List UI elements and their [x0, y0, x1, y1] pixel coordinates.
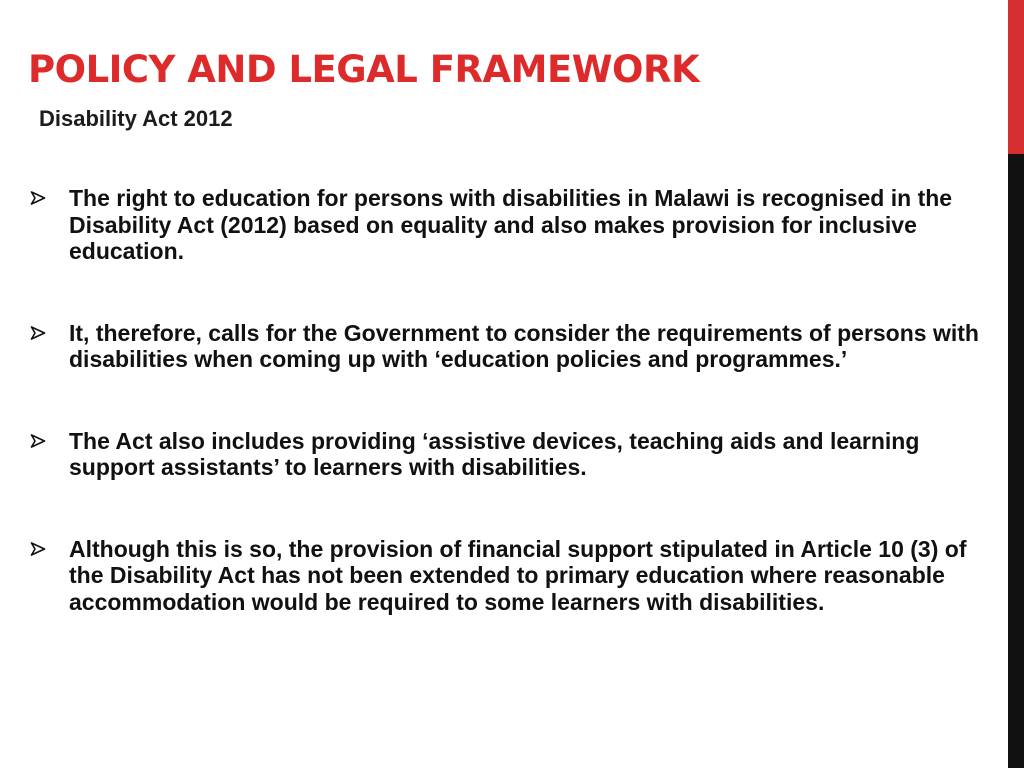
arrowhead-bullet-icon: [30, 434, 46, 448]
bullet-text: The right to education for persons with disabilities in Malawi is recognised in the Disability Act (2012) based on equality and also makes provision for inclusive education.: [69, 185, 953, 264]
slide-title: POLICY AND LEGAL FRAMEWORK: [28, 48, 700, 91]
accent-bar-red: [1008, 0, 1024, 154]
arrowhead-bullet-icon: [30, 191, 46, 205]
bullet-item: [30, 185, 990, 265]
bullet-text: It, therefore, calls for the Government to consider the requirements of persons with disabilities when coming up with ‘education policies and programmes.’: [69, 319, 979, 372]
bullet-text: The Act also includes providing ‘assistive devices, teaching aids and learning support assistants’ to learners with disabilities.: [69, 427, 920, 480]
arrowhead-bullet-icon: [30, 542, 46, 556]
bullet-item: [30, 536, 990, 616]
slide-subtitle: Disability Act 2012: [39, 106, 233, 131]
accent-bar-black: [1008, 154, 1024, 768]
bullet-text: Although this is so, the provision of financial support stipulated in Article 10 (3) of the Disability Act has not been extended to primary education where reasonable accommodation would be required to some learners with disabilities.: [69, 535, 967, 615]
bullet-item: [30, 320, 990, 373]
bullet-item: [30, 428, 990, 481]
bullet-list: [30, 185, 990, 615]
arrowhead-bullet-icon: [30, 326, 46, 340]
